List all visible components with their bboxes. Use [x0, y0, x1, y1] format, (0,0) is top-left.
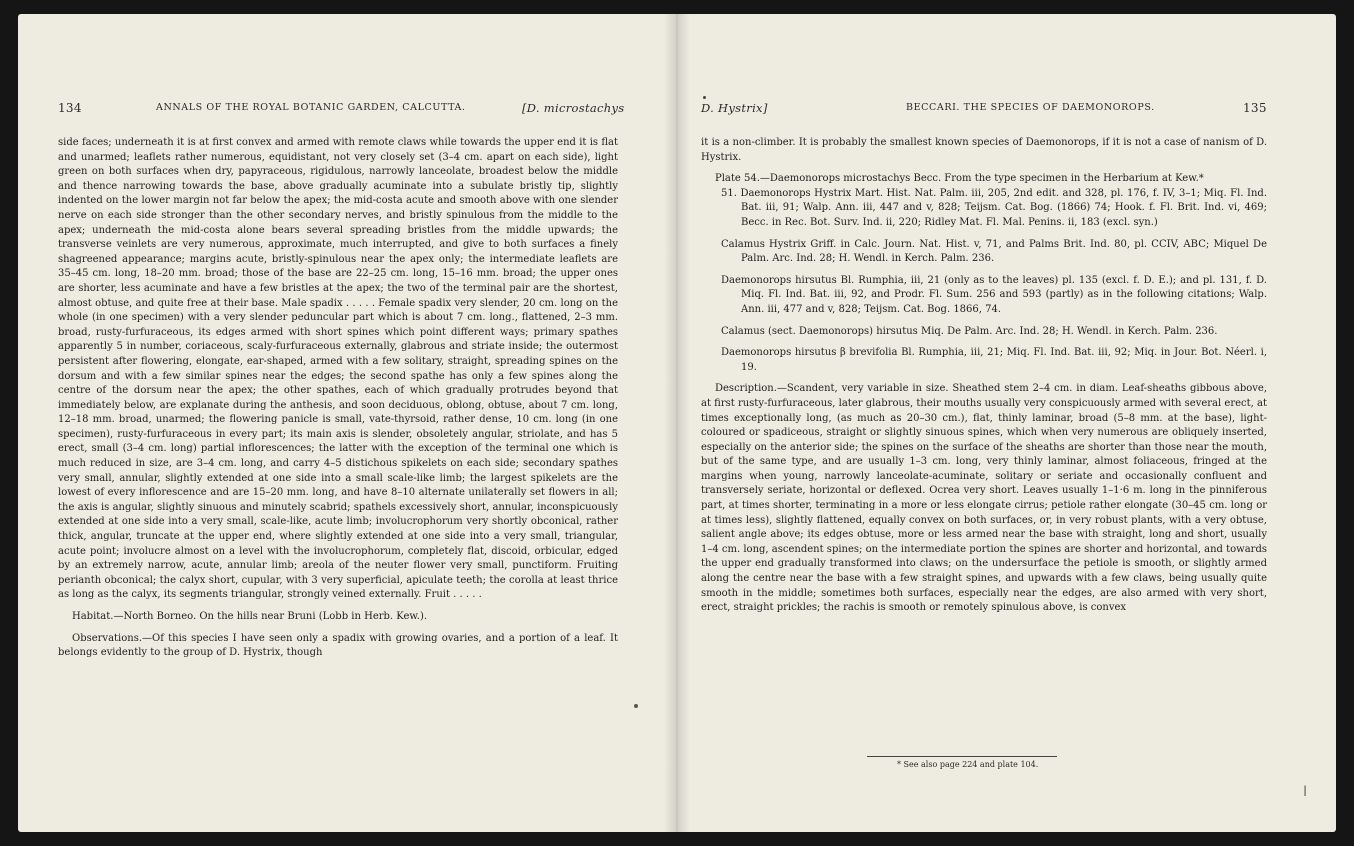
- right-page-number: 135: [1243, 101, 1267, 115]
- left-page-body: [58, 136, 618, 661]
- gutter-dot: [703, 96, 706, 99]
- left-running-header: [58, 101, 625, 121]
- left-running-tag: [D. microstachys: [522, 101, 625, 115]
- synonym-entry: Daemonorops hirsutus Bl. Rumphia, iii, 21 (only as to the leaves) pl. 135 (excl. f. D. E.); and pl. 131, f. D. Miq. Fl. Ind. Bat. iii, 92, and Prodr. Fl. Sum. 256 and 593 (partly) as in the following citations; Walp. Ann. iii, 477 and v, 828; Teijsm. Cat. Bog. 1866, 74.: [721, 274, 1267, 315]
- synonym-entry: Calamus (sect. Daemonorops) hirsutus Miq. De Palm. Arc. Ind. 28; H. Wendl. in Kerch. Palm. 236.: [721, 325, 1218, 337]
- left-running-title: ANNALS OF THE ROYAL BOTANIC GARDEN, CALCUTTA.: [156, 102, 466, 113]
- observations-paragraph: Observations.—Of this species I have seen only a spadix with growing ovaries, and a portion of a leaf. It belongs evidently to the group of D. Hystrix, though: [58, 632, 618, 659]
- right-running-title: BECCARI. THE SPECIES OF DAEMONOROPS.: [906, 102, 1155, 113]
- left-paragraph: side faces; underneath it is at first convex and armed with remote claws while towards the upper end it is flat and unarmed; leaflets rather numerous, equidistant, not very closely set (3–4 cm. apart on each side), light green on both surfaces when dry, papyraceous, rigidulous, narrowly lanceolate, broadest below the middle and thence narrowing towards the base, above gradually acuminate into a subulate bristly tip, slightly indented on the lower margin not far below the apex; the mid-costa acute and smooth above with one slender nerve on each side stronger than the other secondary nerves, and bristly spinulous from the middle to the apex; underneath the mid-costa alone bears several spreading bristles from the middle upwards; the transverse veinlets are very numerous, approximate, much interrupted, and give to both surfaces a finely shagreened appearance; margins acute, bristly-spinulous near the apex only; the intermediate leaflets are 35–45 cm. long, 18–20 mm. broad; those of the base are 22–25 cm. long, 15–16 mm. broad; the upper ones are shorter, less acuminate and have a few bristles at the apex; the two of the terminal pair are the shortest, almost obtuse, and quite free at their base. Male spadix . . . . . Female spadix very slender, 20 cm. long on the whole (in one specimen) with a very slender peduncular part which is about 7 cm. long., flattened, 2–3 mm. broad, rusty-furfuraceous, its edges armed with short spines which point different ways; primary spathes apparently 5 in number, coriaceous, scaly-furfuraceous externally, glabrous and striate inside; the outermost persistent after flowering, elongate, ear-shaped, armed with a few solitary, straight, spreading spines on the dorsum and with a few similar spines near the edges; the second spathe has only a few spines along the centre of the dorsum near the apex; the other spathes, each of which gradually protrudes beyond that immediately below, are explanate during the anthesis, and soon deciduous, oblong, obtuse, about 7 cm. long, 12–18 mm. broad, unarmed; the flowering panicle is small, vate-thyrsoid, rather dense, 10 cm. long (in one specimen), rusty-furfuraceous in every part; its main axis is slender, obsoletely angular, striolate, and has 5 erect, small (3–4 cm. long) partial inflorescences; the latter with the exception of the terminal one which is much reduced in size, are 3–4 cm. long, and carry 4–5 distichous spikelets on each side; secondary spathes very small, annular, slightly extended at one side into a small scale-like limb; the largest spikelets are the lowest of every inflorescence and are 15–20 mm. long, and have 8–10 alternate unilaterally set flowers in all; the axis is angular, slightly sinuous and minutely scabrid; spathels excessively short, annular, inconspicuously extended at one side into a very small, scale-like, acute limb; involucrophorum very shortly obconical, rather thick, angular, truncate at the upper end, where slightly extended at one side into a very small, triangular, acute point; involucre almost on a level with the involucrophorum, completely flat, discoid, orbicular, edged by an extremely narrow, acute, annular limb; areola of the neuter flower very small, punctiform. Fruiting perianth obconical; the calyx short, cupular, with 3 very superficial, apiculate teeth; the corolla at least thrice as long as the calyx, its segments triangular, strongly veined externally. Fruit . . . . .: [58, 137, 618, 601]
- footnote: * See also page 224 and plate 104.: [897, 760, 1039, 769]
- book-gutter: [664, 14, 690, 832]
- footnote-rule: [867, 756, 1057, 757]
- right-page: [677, 14, 1336, 832]
- right-running-header: [701, 101, 1267, 121]
- right-page-body: [701, 136, 1267, 616]
- description-paragraph: Description.—Scandent, very variable in size. Sheathed stem 2–4 cm. in diam. Leaf-sheaths gibbous above, at first rusty-furfuraceous, later glabrous, their mouths usually very conspicuously armed with several erect, at times exceptionally long, (as much as 20–30 cm.), flat, thinly laminar, broad (5–8 mm. at the base), light-coloured or spadiceous, straight or slightly sinuous spines, which when very numerous are obliquely inserted, especially on the anterior side; the spines on the surface of the sheaths are shorter than those near the mouth, but of the same type, and are usually 1–3 cm. long, very thinly laminar, almost foliaceous, fringed at the margins when young, narrowly lanceolate-acuminate, solitary or seriate and occasionally confluent and transversely seriate, horizontal or deflexed. Ocrea very short. Leaves usually 1–1·6 m. long in the pinniferous part, at times shorter, terminating in a more or less elongate cirrus; petiole rather elongate (30–45 cm. long or at times less), slightly flattened, equally convex on both surfaces, or, in very robust plants, with a very obtuse, salient angle above; its edges obtuse, more or less armed near the base with straight, long and short, usually 1–4 cm. long, ascendent spines; on the intermediate portion the spines are shorter and horizontal, and towards the upper end gradually transformed into claws; on the undersurface the petiole is smooth, or slightly armed along the centre near the base with a few straight spines, and upwards with a few claws, being usually quite smooth in the middle; sometimes both surfaces, especially near the edges, are also armed with very short, erect, straight prickles; the rachis is smooth or remotely spinulous above, is convex: [701, 383, 1267, 614]
- species-entry: 51. Daemonorops Hystrix Mart. Hist. Nat. Palm. iii, 205, 2nd edit. and 328, pl. 176, f. IV, 3–1; Miq. Fl. Ind. Bat. iii, 91; Walp. Ann. iii, 447 and v, 828; Teijsm. Cat. Bog. (1866) 74; Hook. f. Fl. Brit. Ind. vi, 469; Becc. in Rec. Bot. Surv. Ind. ii, 220; Ridley Mat. Fl. Mal. Penins. ii, 183 (excl. syn.): [721, 187, 1267, 228]
- right-paragraph: it is a non-climber. It is probably the smallest known species of Daemonorops, if it is not a case of nanism of D. Hystrix.: [701, 137, 1267, 163]
- synonym-entry: Daemonorops hirsutus β brevifolia Bl. Rumphia, iii, 21; Miq. Fl. Ind. Bat. iii, 92; Miq. in Jour. Bot. Néerl. i, 19.: [721, 347, 1267, 373]
- left-page: [18, 14, 677, 832]
- margin-dot: [634, 704, 638, 708]
- margin-mark: ǀ: [1303, 784, 1308, 800]
- right-running-tag: D. Hystrix]: [701, 101, 768, 115]
- left-page-number: 134: [58, 101, 82, 115]
- plate-paragraph: Plate 54.—Daemonorops microstachys Becc. From the type specimen in the Herbarium at Kew.*: [715, 173, 1204, 185]
- habitat-paragraph: Habitat.—North Borneo. On the hills near Bruni (Lobb in Herb. Kew.).: [72, 611, 428, 622]
- synonym-entry: Calamus Hystrix Griff. in Calc. Journ. Nat. Hist. v, 71, and Palms Brit. Ind. 80, pl. CCIV, ABC; Miquel De Palm. Arc. Ind. 28; H. Wendl. in Kerch. Palm. 236.: [721, 238, 1267, 265]
